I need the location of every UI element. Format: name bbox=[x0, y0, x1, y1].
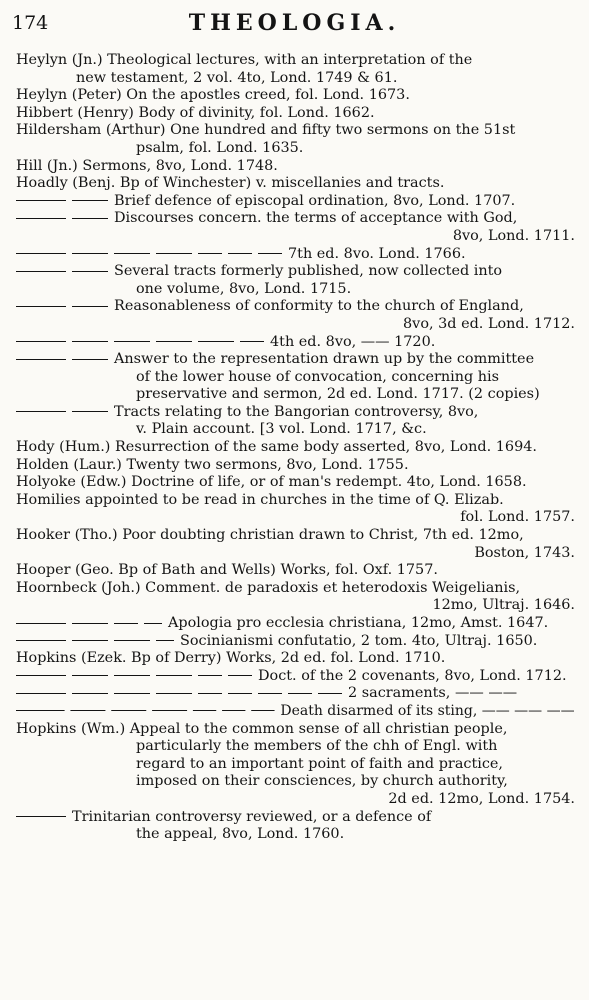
entry-text: Doct. of the 2 covenants, 8vo, Lond. 1712. bbox=[258, 667, 567, 684]
ditto-rule bbox=[16, 253, 66, 254]
entry-text: v. Plain account. [3 vol. Lond. 1717, &c. bbox=[136, 421, 427, 438]
catalogue-entry bbox=[16, 633, 575, 651]
catalogue-entry bbox=[16, 298, 575, 333]
catalogue-entry bbox=[16, 210, 575, 245]
entry-line bbox=[16, 316, 575, 334]
ditto-rule bbox=[258, 693, 282, 694]
entry-text: 7th ed. 8vo. Lond. 1766. bbox=[288, 245, 466, 262]
entry-line bbox=[16, 263, 575, 281]
ditto-rule bbox=[16, 341, 66, 342]
entry-line bbox=[16, 668, 575, 686]
ditto-rule bbox=[72, 411, 108, 412]
catalogue-entry bbox=[16, 351, 575, 404]
entry-line bbox=[16, 809, 575, 827]
catalogue-entry bbox=[16, 439, 575, 457]
catalogue-entry bbox=[16, 809, 575, 844]
entry-line bbox=[16, 210, 575, 228]
ditto-rule bbox=[16, 218, 66, 219]
entry-text: 8vo, 3d ed. Lond. 1712. bbox=[403, 315, 575, 332]
catalogue-entry bbox=[16, 562, 575, 580]
entry-line bbox=[16, 439, 575, 457]
entry-line bbox=[16, 158, 575, 176]
entry-text: preservative and sermon, 2d ed. Lond. 1717. (2 copies) bbox=[136, 386, 540, 403]
entry-line bbox=[16, 509, 575, 527]
catalogue-entry bbox=[16, 580, 575, 615]
ditto-rule bbox=[114, 341, 150, 342]
page-number: 174 bbox=[12, 12, 49, 34]
entry-text: of the lower house of convocation, concerning his bbox=[136, 368, 500, 385]
ditto-rule bbox=[114, 693, 150, 694]
entry-text: Socinianismi confutatio, 2 tom. 4to, Ultraj. 1650. bbox=[180, 632, 538, 649]
entry-text: Several tracts formerly published, now collected into bbox=[114, 263, 503, 280]
entry-line bbox=[16, 246, 575, 264]
ditto-rule bbox=[72, 693, 108, 694]
entry-line bbox=[16, 721, 575, 739]
ditto-rule bbox=[16, 306, 66, 307]
ditto-rule bbox=[72, 253, 108, 254]
catalogue-entry bbox=[16, 175, 575, 193]
entry-text: new testament, 2 vol. 4to, Lond. 1749 & 61. bbox=[76, 69, 398, 86]
entry-line bbox=[16, 52, 575, 70]
entry-text: Hopkins (Ezek. Bp of Derry) Works, 2d ed. fol. Lond. 1710. bbox=[16, 650, 446, 667]
entry-line bbox=[16, 122, 575, 140]
entry-line bbox=[16, 421, 575, 439]
catalogue-entry bbox=[16, 492, 575, 527]
entry-line bbox=[16, 527, 575, 545]
entry-line bbox=[16, 545, 575, 563]
entry-line bbox=[16, 492, 575, 510]
entry-text: Brief defence of episcopal ordination, 8vo, Lond. 1707. bbox=[114, 192, 516, 209]
ditto-rule bbox=[258, 253, 282, 254]
entry-text: 2d ed. 12mo, Lond. 1754. bbox=[388, 790, 575, 807]
ditto-rule bbox=[198, 253, 222, 254]
ditto-rule bbox=[152, 710, 187, 711]
entry-line bbox=[16, 562, 575, 580]
ditto-rule bbox=[16, 816, 66, 817]
entry-text: Hildersham (Arthur) One hundred and fifty two sermons on the 51st bbox=[16, 122, 516, 139]
ditto-rule bbox=[114, 623, 138, 624]
ditto-rule bbox=[156, 640, 174, 641]
catalogue-entry bbox=[16, 158, 575, 176]
entry-line bbox=[16, 474, 575, 492]
entry-text: Holden (Laur.) Twenty two sermons, 8vo, Lond. 1755. bbox=[16, 456, 409, 473]
entry-text: psalm, fol. Lond. 1635. bbox=[136, 139, 304, 156]
catalogue-entry bbox=[16, 650, 575, 668]
ditto-rule bbox=[16, 693, 66, 694]
ditto-rule bbox=[114, 253, 150, 254]
ditto-rule bbox=[156, 675, 192, 676]
entry-text: regard to an important point of faith and practice, bbox=[136, 755, 503, 772]
entry-text: 12mo, Ultraj. 1646. bbox=[432, 597, 575, 614]
entry-line bbox=[16, 369, 575, 387]
entry-text: 2 sacraments, —— —— bbox=[348, 685, 518, 702]
entry-line bbox=[16, 597, 575, 615]
entry-text: Trinitarian controversy reviewed, or a defence of bbox=[72, 808, 432, 825]
entry-line bbox=[16, 685, 575, 703]
ditto-rule bbox=[16, 359, 66, 360]
entry-text: Hill (Jn.) Sermons, 8vo, Lond. 1748. bbox=[16, 157, 278, 174]
ditto-rule bbox=[72, 675, 108, 676]
entry-text: Hoornbeck (Joh.) Comment. de paradoxis et heterodoxis Weigelianis, bbox=[16, 579, 521, 596]
entry-line bbox=[16, 140, 575, 158]
entry-line bbox=[16, 457, 575, 475]
ditto-rule bbox=[114, 675, 150, 676]
entry-text: Heylyn (Jn.) Theological lectures, with an interpretation of the bbox=[16, 52, 473, 68]
entry-line bbox=[16, 756, 575, 774]
entry-text: Tracts relating to the Bangorian controversy, 8vo, bbox=[114, 403, 479, 420]
catalogue-entry bbox=[16, 263, 575, 298]
ditto-rule bbox=[111, 710, 146, 711]
entry-line bbox=[16, 386, 575, 404]
entry-line bbox=[16, 791, 575, 809]
entry-text: Hooper (Geo. Bp of Bath and Wells) Works, fol. Oxf. 1757. bbox=[16, 562, 438, 579]
ditto-rule bbox=[16, 640, 66, 641]
entry-text: Hooker (Tho.) Poor doubting christian drawn to Christ, 7th ed. 12mo, bbox=[16, 527, 524, 544]
ditto-rule bbox=[72, 341, 108, 342]
entry-text: Hody (Hum.) Resurrection of the same body asserted, 8vo, Lond. 1694. bbox=[16, 439, 537, 456]
ditto-rule bbox=[156, 253, 192, 254]
entry-line bbox=[16, 334, 575, 352]
catalogue-entry bbox=[16, 527, 575, 562]
catalogue-entry bbox=[16, 105, 575, 123]
entry-line bbox=[16, 738, 575, 756]
entry-text: 8vo, Lond. 1711. bbox=[452, 227, 575, 244]
entry-text: Answer to the representation drawn up by the committee bbox=[114, 351, 535, 368]
ditto-rule bbox=[144, 623, 162, 624]
ditto-rule bbox=[16, 411, 66, 412]
entry-line bbox=[16, 580, 575, 598]
entry-text: 4th ed. 8vo, —— 1720. bbox=[270, 333, 436, 350]
ditto-rule bbox=[72, 306, 108, 307]
ditto-rule bbox=[72, 200, 108, 201]
entry-line bbox=[16, 70, 575, 88]
page-title: THEOLOGIA. bbox=[188, 10, 401, 36]
entry-line bbox=[16, 193, 575, 211]
entry-line bbox=[16, 404, 575, 422]
entry-text: the appeal, 8vo, Lond. 1760. bbox=[136, 826, 345, 843]
entry-line bbox=[16, 633, 575, 651]
catalogue-entry bbox=[16, 193, 575, 211]
entry-line bbox=[16, 228, 575, 246]
entry-line bbox=[16, 298, 575, 316]
catalogue-entry bbox=[16, 703, 575, 721]
entry-line bbox=[16, 650, 575, 668]
ditto-rule bbox=[72, 218, 108, 219]
ditto-rule bbox=[156, 341, 192, 342]
entry-text: Hoadly (Benj. Bp of Winchester) v. miscellanies and tracts. bbox=[16, 175, 445, 192]
catalogue-entry bbox=[16, 246, 575, 264]
ditto-rule bbox=[70, 710, 105, 711]
catalogue-entry bbox=[16, 721, 575, 809]
ditto-rule bbox=[156, 693, 192, 694]
entry-text: Discourses concern. the terms of acceptance with God, bbox=[114, 210, 518, 227]
catalogue-entry bbox=[16, 122, 575, 157]
entry-text: Homilies appointed to be read in churches in the time of Q. Elizab. bbox=[16, 491, 504, 508]
page-header bbox=[8, 8, 581, 38]
entry-line bbox=[16, 826, 575, 844]
entry-text: Apologia pro ecclesia christiana, 12mo, Amst. 1647. bbox=[168, 615, 549, 631]
ditto-rule bbox=[72, 271, 108, 272]
entry-text: Holyoke (Edw.) Doctrine of life, or of man's redempt. 4to, Lond. 1658. bbox=[16, 474, 527, 491]
entry-text: Death disarmed of its sting, —— —— —— bbox=[280, 702, 575, 719]
ditto-rule bbox=[72, 623, 108, 624]
entry-text: Reasonableness of conformity to the church of England, bbox=[114, 298, 524, 315]
catalogue-entry bbox=[16, 404, 575, 439]
entry-line bbox=[16, 105, 575, 123]
entry-line bbox=[16, 351, 575, 369]
catalogue-entry bbox=[16, 685, 575, 703]
catalogue-entry bbox=[16, 334, 575, 352]
ditto-rule bbox=[16, 200, 66, 201]
catalogue-entry bbox=[16, 457, 575, 475]
catalogue-entry bbox=[16, 474, 575, 492]
ditto-rule bbox=[193, 710, 216, 711]
entry-line bbox=[16, 175, 575, 193]
ditto-rule bbox=[198, 341, 234, 342]
entry-line bbox=[16, 281, 575, 299]
catalogue-entry bbox=[16, 615, 575, 633]
entry-line bbox=[16, 702, 575, 721]
ditto-rule bbox=[114, 640, 150, 641]
catalogue-entries bbox=[16, 52, 575, 844]
ditto-rule bbox=[228, 253, 252, 254]
ditto-rule bbox=[251, 710, 274, 711]
ditto-rule bbox=[288, 693, 312, 694]
entry-line bbox=[16, 87, 575, 105]
catalogue-entry bbox=[16, 87, 575, 105]
entry-text: one volume, 8vo, Lond. 1715. bbox=[136, 280, 352, 297]
ditto-rule bbox=[16, 623, 66, 624]
ditto-rule bbox=[228, 675, 252, 676]
ditto-rule bbox=[198, 675, 222, 676]
ditto-rule bbox=[72, 640, 108, 641]
catalogue-entry bbox=[16, 52, 575, 87]
entry-line bbox=[16, 615, 575, 633]
ditto-rule bbox=[222, 710, 245, 711]
ditto-rule bbox=[228, 693, 252, 694]
ditto-rule bbox=[16, 271, 66, 272]
catalogue-entry bbox=[16, 668, 575, 686]
entry-text: Heylyn (Peter) On the apostles creed, fol. Lond. 1673. bbox=[16, 87, 410, 104]
ditto-rule bbox=[72, 359, 108, 360]
ditto-rule bbox=[16, 710, 65, 711]
ditto-rule bbox=[240, 341, 264, 342]
entry-text: particularly the members of the chh of Engl. with bbox=[136, 738, 498, 755]
entry-line bbox=[16, 773, 575, 791]
entry-text: Boston, 1743. bbox=[474, 544, 575, 561]
ditto-rule bbox=[198, 693, 222, 694]
entry-text: fol. Lond. 1757. bbox=[460, 509, 575, 526]
entry-text: Hibbert (Henry) Body of divinity, fol. Lond. 1662. bbox=[16, 104, 375, 121]
entry-text: Hopkins (Wm.) Appeal to the common sense of all christian people, bbox=[16, 720, 508, 737]
entry-text: imposed on their consciences, by church authority, bbox=[136, 773, 508, 790]
ditto-rule bbox=[16, 675, 66, 676]
ditto-rule bbox=[318, 693, 342, 694]
